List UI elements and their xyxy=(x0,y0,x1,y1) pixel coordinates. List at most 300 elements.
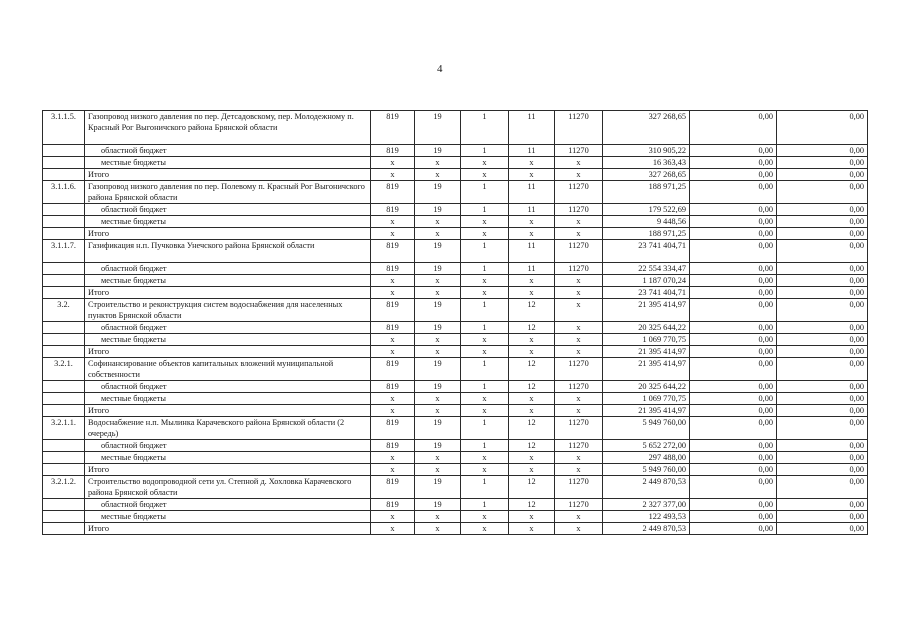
code-direction-cell: 11270 xyxy=(555,381,603,393)
value-year2-cell: 0,00 xyxy=(690,169,777,181)
code-ministry-cell: 819 xyxy=(371,499,415,511)
value-year2-cell: 0,00 xyxy=(690,393,777,405)
amount-cell: 5 949 760,00 xyxy=(603,417,690,440)
value-year3-cell: 0,00 xyxy=(777,464,868,476)
amount-cell: 179 522,69 xyxy=(603,204,690,216)
item-number-cell xyxy=(43,523,85,535)
code-event-cell: x xyxy=(509,523,555,535)
table-row xyxy=(43,228,868,240)
table-row xyxy=(43,346,868,358)
value-year3-cell: 0,00 xyxy=(777,240,868,263)
code-program-cell: 19 xyxy=(415,322,461,334)
code-subprogram-cell: x xyxy=(461,523,509,535)
value-year2-cell: 0,00 xyxy=(690,499,777,511)
code-event-cell: x xyxy=(509,346,555,358)
item-number-cell xyxy=(43,145,85,157)
item-name-cell: Газопровод низкого давления по пер. Детсадовскому, пер. Молодежному п. Красный Рог Выгоничского района Брянской области xyxy=(85,111,371,145)
item-number-cell xyxy=(43,405,85,417)
code-direction-cell: 11270 xyxy=(555,145,603,157)
table-row xyxy=(43,417,868,440)
code-event-cell: 11 xyxy=(509,145,555,157)
item-name-cell: областной бюджет xyxy=(85,440,371,452)
value-year2-cell: 0,00 xyxy=(690,287,777,299)
code-direction-cell: 11270 xyxy=(555,358,603,381)
item-number-cell xyxy=(43,275,85,287)
code-program-cell: 19 xyxy=(415,240,461,263)
item-name-cell: местные бюджеты xyxy=(85,334,371,346)
table-row xyxy=(43,204,868,216)
table-row xyxy=(43,157,868,169)
value-year3-cell: 0,00 xyxy=(777,263,868,275)
item-number-cell: 3.1.1.6. xyxy=(43,181,85,204)
code-program-cell: x xyxy=(415,405,461,417)
code-program-cell: x xyxy=(415,287,461,299)
amount-cell: 2 327 377,00 xyxy=(603,499,690,511)
value-year2-cell: 0,00 xyxy=(690,440,777,452)
amount-cell: 5 652 272,00 xyxy=(603,440,690,452)
value-year3-cell: 0,00 xyxy=(777,346,868,358)
value-year3-cell: 0,00 xyxy=(777,157,868,169)
code-ministry-cell: 819 xyxy=(371,299,415,322)
table-row xyxy=(43,181,868,204)
item-number-cell xyxy=(43,287,85,299)
item-name-cell: Водоснабжение н.п. Мылинка Карачевского района Брянской области (2 очередь) xyxy=(85,417,371,440)
table-row xyxy=(43,145,868,157)
value-year3-cell: 0,00 xyxy=(777,145,868,157)
table-row xyxy=(43,452,868,464)
code-subprogram-cell: x xyxy=(461,157,509,169)
code-direction-cell: 11270 xyxy=(555,417,603,440)
table-row xyxy=(43,216,868,228)
item-number-cell: 3.2. xyxy=(43,299,85,322)
item-number-cell xyxy=(43,440,85,452)
code-subprogram-cell: x xyxy=(461,216,509,228)
item-name-cell: местные бюджеты xyxy=(85,393,371,405)
value-year2-cell: 0,00 xyxy=(690,216,777,228)
table-row xyxy=(43,358,868,381)
code-program-cell: x xyxy=(415,452,461,464)
code-ministry-cell: x xyxy=(371,346,415,358)
code-direction-cell: x xyxy=(555,157,603,169)
code-program-cell: 19 xyxy=(415,145,461,157)
item-name-cell: Газопровод низкого давления по пер. Полевому п. Красный Рог Выгоничского района Брянской области xyxy=(85,181,371,204)
budget-table xyxy=(42,110,868,535)
code-subprogram-cell: x xyxy=(461,393,509,405)
table-row xyxy=(43,263,868,275)
amount-cell: 122 493,53 xyxy=(603,511,690,523)
value-year2-cell: 0,00 xyxy=(690,511,777,523)
code-direction-cell: x xyxy=(555,334,603,346)
table-row xyxy=(43,381,868,393)
code-subprogram-cell: x xyxy=(461,452,509,464)
table-row xyxy=(43,499,868,511)
value-year3-cell: 0,00 xyxy=(777,417,868,440)
code-program-cell: x xyxy=(415,464,461,476)
value-year2-cell: 0,00 xyxy=(690,263,777,275)
item-number-cell: 3.1.1.7. xyxy=(43,240,85,263)
code-direction-cell: x xyxy=(555,275,603,287)
value-year3-cell: 0,00 xyxy=(777,228,868,240)
code-subprogram-cell: 1 xyxy=(461,358,509,381)
item-name-cell: местные бюджеты xyxy=(85,275,371,287)
code-ministry-cell: 819 xyxy=(371,181,415,204)
code-event-cell: 11 xyxy=(509,181,555,204)
code-program-cell: x xyxy=(415,511,461,523)
code-event-cell: 11 xyxy=(509,111,555,145)
code-program-cell: x xyxy=(415,523,461,535)
code-direction-cell: x xyxy=(555,452,603,464)
amount-cell: 1 069 770,75 xyxy=(603,334,690,346)
code-program-cell: x xyxy=(415,346,461,358)
table-row xyxy=(43,240,868,263)
code-event-cell: 12 xyxy=(509,417,555,440)
value-year2-cell: 0,00 xyxy=(690,452,777,464)
code-program-cell: 19 xyxy=(415,263,461,275)
code-subprogram-cell: 1 xyxy=(461,440,509,452)
code-ministry-cell: x xyxy=(371,216,415,228)
code-direction-cell: 11270 xyxy=(555,263,603,275)
item-name-cell: Итого xyxy=(85,523,371,535)
item-number-cell: 3.2.1. xyxy=(43,358,85,381)
code-subprogram-cell: 1 xyxy=(461,476,509,499)
code-event-cell: x xyxy=(509,275,555,287)
item-name-cell: областной бюджет xyxy=(85,145,371,157)
code-subprogram-cell: x xyxy=(461,169,509,181)
value-year2-cell: 0,00 xyxy=(690,346,777,358)
code-event-cell: x xyxy=(509,334,555,346)
amount-cell: 327 268,65 xyxy=(603,169,690,181)
code-subprogram-cell: 1 xyxy=(461,145,509,157)
item-name-cell: местные бюджеты xyxy=(85,511,371,523)
code-event-cell: x xyxy=(509,511,555,523)
code-subprogram-cell: 1 xyxy=(461,181,509,204)
value-year3-cell: 0,00 xyxy=(777,381,868,393)
item-number-cell: 3.2.1.1. xyxy=(43,417,85,440)
code-event-cell: x xyxy=(509,405,555,417)
code-program-cell: x xyxy=(415,228,461,240)
code-subprogram-cell: 1 xyxy=(461,204,509,216)
amount-cell: 21 395 414,97 xyxy=(603,299,690,322)
code-program-cell: x xyxy=(415,275,461,287)
item-number-cell xyxy=(43,157,85,169)
item-number-cell: 3.2.1.2. xyxy=(43,476,85,499)
item-number-cell xyxy=(43,381,85,393)
value-year2-cell: 0,00 xyxy=(690,111,777,145)
code-subprogram-cell: 1 xyxy=(461,499,509,511)
amount-cell: 21 395 414,97 xyxy=(603,346,690,358)
code-direction-cell: 11270 xyxy=(555,111,603,145)
code-event-cell: 12 xyxy=(509,499,555,511)
code-event-cell: x xyxy=(509,393,555,405)
value-year2-cell: 0,00 xyxy=(690,476,777,499)
item-name-cell: местные бюджеты xyxy=(85,452,371,464)
value-year3-cell: 0,00 xyxy=(777,287,868,299)
item-name-cell: областной бюджет xyxy=(85,381,371,393)
item-name-cell: местные бюджеты xyxy=(85,216,371,228)
code-direction-cell: x xyxy=(555,216,603,228)
code-direction-cell: x xyxy=(555,346,603,358)
value-year2-cell: 0,00 xyxy=(690,299,777,322)
value-year3-cell: 0,00 xyxy=(777,216,868,228)
code-event-cell: x xyxy=(509,228,555,240)
table-row xyxy=(43,405,868,417)
item-name-cell: Газификация н.п. Пучковка Унечского района Брянской области xyxy=(85,240,371,263)
code-event-cell: 12 xyxy=(509,358,555,381)
code-program-cell: 19 xyxy=(415,181,461,204)
code-ministry-cell: 819 xyxy=(371,204,415,216)
code-ministry-cell: 819 xyxy=(371,358,415,381)
code-event-cell: x xyxy=(509,452,555,464)
value-year2-cell: 0,00 xyxy=(690,228,777,240)
value-year2-cell: 0,00 xyxy=(690,240,777,263)
item-number-cell xyxy=(43,346,85,358)
value-year3-cell: 0,00 xyxy=(777,358,868,381)
item-number-cell xyxy=(43,334,85,346)
code-ministry-cell: x xyxy=(371,334,415,346)
value-year3-cell: 0,00 xyxy=(777,181,868,204)
amount-cell: 1 187 070,24 xyxy=(603,275,690,287)
value-year3-cell: 0,00 xyxy=(777,393,868,405)
code-direction-cell: 11270 xyxy=(555,204,603,216)
value-year2-cell: 0,00 xyxy=(690,322,777,334)
code-direction-cell: 11270 xyxy=(555,499,603,511)
code-subprogram-cell: 1 xyxy=(461,381,509,393)
code-event-cell: 11 xyxy=(509,204,555,216)
code-ministry-cell: x xyxy=(371,523,415,535)
item-name-cell: Итого xyxy=(85,287,371,299)
code-direction-cell: 11270 xyxy=(555,181,603,204)
value-year3-cell: 0,00 xyxy=(777,299,868,322)
table-row xyxy=(43,476,868,499)
item-name-cell: областной бюджет xyxy=(85,499,371,511)
value-year2-cell: 0,00 xyxy=(690,358,777,381)
code-event-cell: 12 xyxy=(509,322,555,334)
value-year3-cell: 0,00 xyxy=(777,523,868,535)
code-event-cell: 12 xyxy=(509,299,555,322)
code-subprogram-cell: x xyxy=(461,346,509,358)
table-row xyxy=(43,464,868,476)
code-ministry-cell: x xyxy=(371,157,415,169)
amount-cell: 310 905,22 xyxy=(603,145,690,157)
code-ministry-cell: 819 xyxy=(371,381,415,393)
code-program-cell: 19 xyxy=(415,111,461,145)
value-year3-cell: 0,00 xyxy=(777,405,868,417)
item-name-cell: Итого xyxy=(85,228,371,240)
value-year3-cell: 0,00 xyxy=(777,169,868,181)
code-event-cell: x xyxy=(509,157,555,169)
value-year3-cell: 0,00 xyxy=(777,452,868,464)
code-event-cell: 11 xyxy=(509,263,555,275)
budget-table-body xyxy=(43,111,868,535)
code-ministry-cell: x xyxy=(371,275,415,287)
amount-cell: 23 741 404,71 xyxy=(603,287,690,299)
code-subprogram-cell: x xyxy=(461,287,509,299)
item-number-cell xyxy=(43,452,85,464)
amount-cell: 9 448,56 xyxy=(603,216,690,228)
value-year2-cell: 0,00 xyxy=(690,275,777,287)
amount-cell: 188 971,25 xyxy=(603,181,690,204)
item-number-cell xyxy=(43,322,85,334)
code-program-cell: 19 xyxy=(415,381,461,393)
value-year3-cell: 0,00 xyxy=(777,440,868,452)
amount-cell: 2 449 870,53 xyxy=(603,523,690,535)
value-year2-cell: 0,00 xyxy=(690,381,777,393)
value-year3-cell: 0,00 xyxy=(777,204,868,216)
code-direction-cell: x xyxy=(555,322,603,334)
page-number: 4 xyxy=(437,63,443,75)
code-subprogram-cell: 1 xyxy=(461,322,509,334)
item-number-cell: 3.1.1.5. xyxy=(43,111,85,145)
code-ministry-cell: x xyxy=(371,228,415,240)
amount-cell: 21 395 414,97 xyxy=(603,358,690,381)
item-name-cell: областной бюджет xyxy=(85,204,371,216)
code-subprogram-cell: 1 xyxy=(461,111,509,145)
code-ministry-cell: x xyxy=(371,287,415,299)
table-row xyxy=(43,523,868,535)
code-ministry-cell: x xyxy=(371,452,415,464)
amount-cell: 16 363,43 xyxy=(603,157,690,169)
item-name-cell: Итого xyxy=(85,346,371,358)
code-program-cell: x xyxy=(415,157,461,169)
code-direction-cell: x xyxy=(555,523,603,535)
code-ministry-cell: 819 xyxy=(371,476,415,499)
value-year3-cell: 0,00 xyxy=(777,111,868,145)
code-ministry-cell: x xyxy=(371,393,415,405)
value-year3-cell: 0,00 xyxy=(777,275,868,287)
table-row xyxy=(43,511,868,523)
code-subprogram-cell: x xyxy=(461,405,509,417)
value-year2-cell: 0,00 xyxy=(690,464,777,476)
item-name-cell: Итого xyxy=(85,405,371,417)
amount-cell: 5 949 760,00 xyxy=(603,464,690,476)
amount-cell: 2 449 870,53 xyxy=(603,476,690,499)
code-direction-cell: x xyxy=(555,299,603,322)
code-program-cell: x xyxy=(415,169,461,181)
code-direction-cell: x xyxy=(555,393,603,405)
amount-cell: 23 741 404,71 xyxy=(603,240,690,263)
code-program-cell: 19 xyxy=(415,358,461,381)
code-event-cell: 12 xyxy=(509,440,555,452)
table-row xyxy=(43,169,868,181)
code-program-cell: 19 xyxy=(415,417,461,440)
table-row xyxy=(43,287,868,299)
code-ministry-cell: 819 xyxy=(371,322,415,334)
code-direction-cell: 11270 xyxy=(555,440,603,452)
code-ministry-cell: 819 xyxy=(371,240,415,263)
code-program-cell: 19 xyxy=(415,440,461,452)
code-ministry-cell: 819 xyxy=(371,145,415,157)
code-direction-cell: x xyxy=(555,169,603,181)
item-name-cell: Софинансирование объектов капитальных вложений муниципальной собственности xyxy=(85,358,371,381)
code-subprogram-cell: x xyxy=(461,464,509,476)
amount-cell: 22 554 334,47 xyxy=(603,263,690,275)
code-subprogram-cell: x xyxy=(461,334,509,346)
code-direction-cell: x xyxy=(555,287,603,299)
code-subprogram-cell: 1 xyxy=(461,417,509,440)
value-year2-cell: 0,00 xyxy=(690,523,777,535)
table-row xyxy=(43,275,868,287)
amount-cell: 188 971,25 xyxy=(603,228,690,240)
value-year2-cell: 0,00 xyxy=(690,145,777,157)
code-program-cell: 19 xyxy=(415,499,461,511)
table-row xyxy=(43,322,868,334)
item-number-cell xyxy=(43,499,85,511)
code-ministry-cell: x xyxy=(371,405,415,417)
amount-cell: 1 069 770,75 xyxy=(603,393,690,405)
code-program-cell: 19 xyxy=(415,299,461,322)
item-name-cell: местные бюджеты xyxy=(85,157,371,169)
value-year2-cell: 0,00 xyxy=(690,157,777,169)
code-direction-cell: 11270 xyxy=(555,240,603,263)
code-direction-cell: 11270 xyxy=(555,476,603,499)
table-row xyxy=(43,393,868,405)
code-ministry-cell: x xyxy=(371,464,415,476)
amount-cell: 327 268,65 xyxy=(603,111,690,145)
code-event-cell: x xyxy=(509,169,555,181)
item-number-cell xyxy=(43,216,85,228)
code-direction-cell: x xyxy=(555,228,603,240)
code-subprogram-cell: 1 xyxy=(461,299,509,322)
amount-cell: 20 325 644,22 xyxy=(603,322,690,334)
value-year2-cell: 0,00 xyxy=(690,417,777,440)
item-name-cell: областной бюджет xyxy=(85,322,371,334)
code-program-cell: 19 xyxy=(415,476,461,499)
code-subprogram-cell: x xyxy=(461,275,509,287)
table-row xyxy=(43,334,868,346)
code-event-cell: 11 xyxy=(509,240,555,263)
code-subprogram-cell: 1 xyxy=(461,263,509,275)
code-subprogram-cell: x xyxy=(461,228,509,240)
code-event-cell: 12 xyxy=(509,476,555,499)
code-direction-cell: x xyxy=(555,511,603,523)
value-year3-cell: 0,00 xyxy=(777,334,868,346)
code-ministry-cell: 819 xyxy=(371,417,415,440)
value-year2-cell: 0,00 xyxy=(690,204,777,216)
item-name-cell: областной бюджет xyxy=(85,263,371,275)
value-year3-cell: 0,00 xyxy=(777,499,868,511)
value-year2-cell: 0,00 xyxy=(690,181,777,204)
code-ministry-cell: 819 xyxy=(371,111,415,145)
value-year3-cell: 0,00 xyxy=(777,511,868,523)
code-program-cell: x xyxy=(415,334,461,346)
item-number-cell xyxy=(43,228,85,240)
item-name-cell: Итого xyxy=(85,464,371,476)
value-year3-cell: 0,00 xyxy=(777,476,868,499)
code-event-cell: x xyxy=(509,216,555,228)
item-number-cell xyxy=(43,263,85,275)
code-direction-cell: x xyxy=(555,464,603,476)
code-program-cell: x xyxy=(415,393,461,405)
code-event-cell: 12 xyxy=(509,381,555,393)
item-name-cell: Строительство водопроводной сети ул. Степной д. Хохловка Карачевского района Брянской области xyxy=(85,476,371,499)
value-year3-cell: 0,00 xyxy=(777,322,868,334)
value-year2-cell: 0,00 xyxy=(690,334,777,346)
code-event-cell: x xyxy=(509,464,555,476)
amount-cell: 20 325 644,22 xyxy=(603,381,690,393)
item-name-cell: Строительство и реконструкция систем водоснабжения для населенных пунктов Брянской области xyxy=(85,299,371,322)
code-direction-cell: x xyxy=(555,405,603,417)
table-row xyxy=(43,299,868,322)
item-number-cell xyxy=(43,464,85,476)
item-number-cell xyxy=(43,393,85,405)
code-ministry-cell: x xyxy=(371,169,415,181)
code-subprogram-cell: x xyxy=(461,511,509,523)
table-row xyxy=(43,440,868,452)
value-year2-cell: 0,00 xyxy=(690,405,777,417)
code-program-cell: 19 xyxy=(415,204,461,216)
code-ministry-cell: x xyxy=(371,511,415,523)
item-number-cell xyxy=(43,169,85,181)
